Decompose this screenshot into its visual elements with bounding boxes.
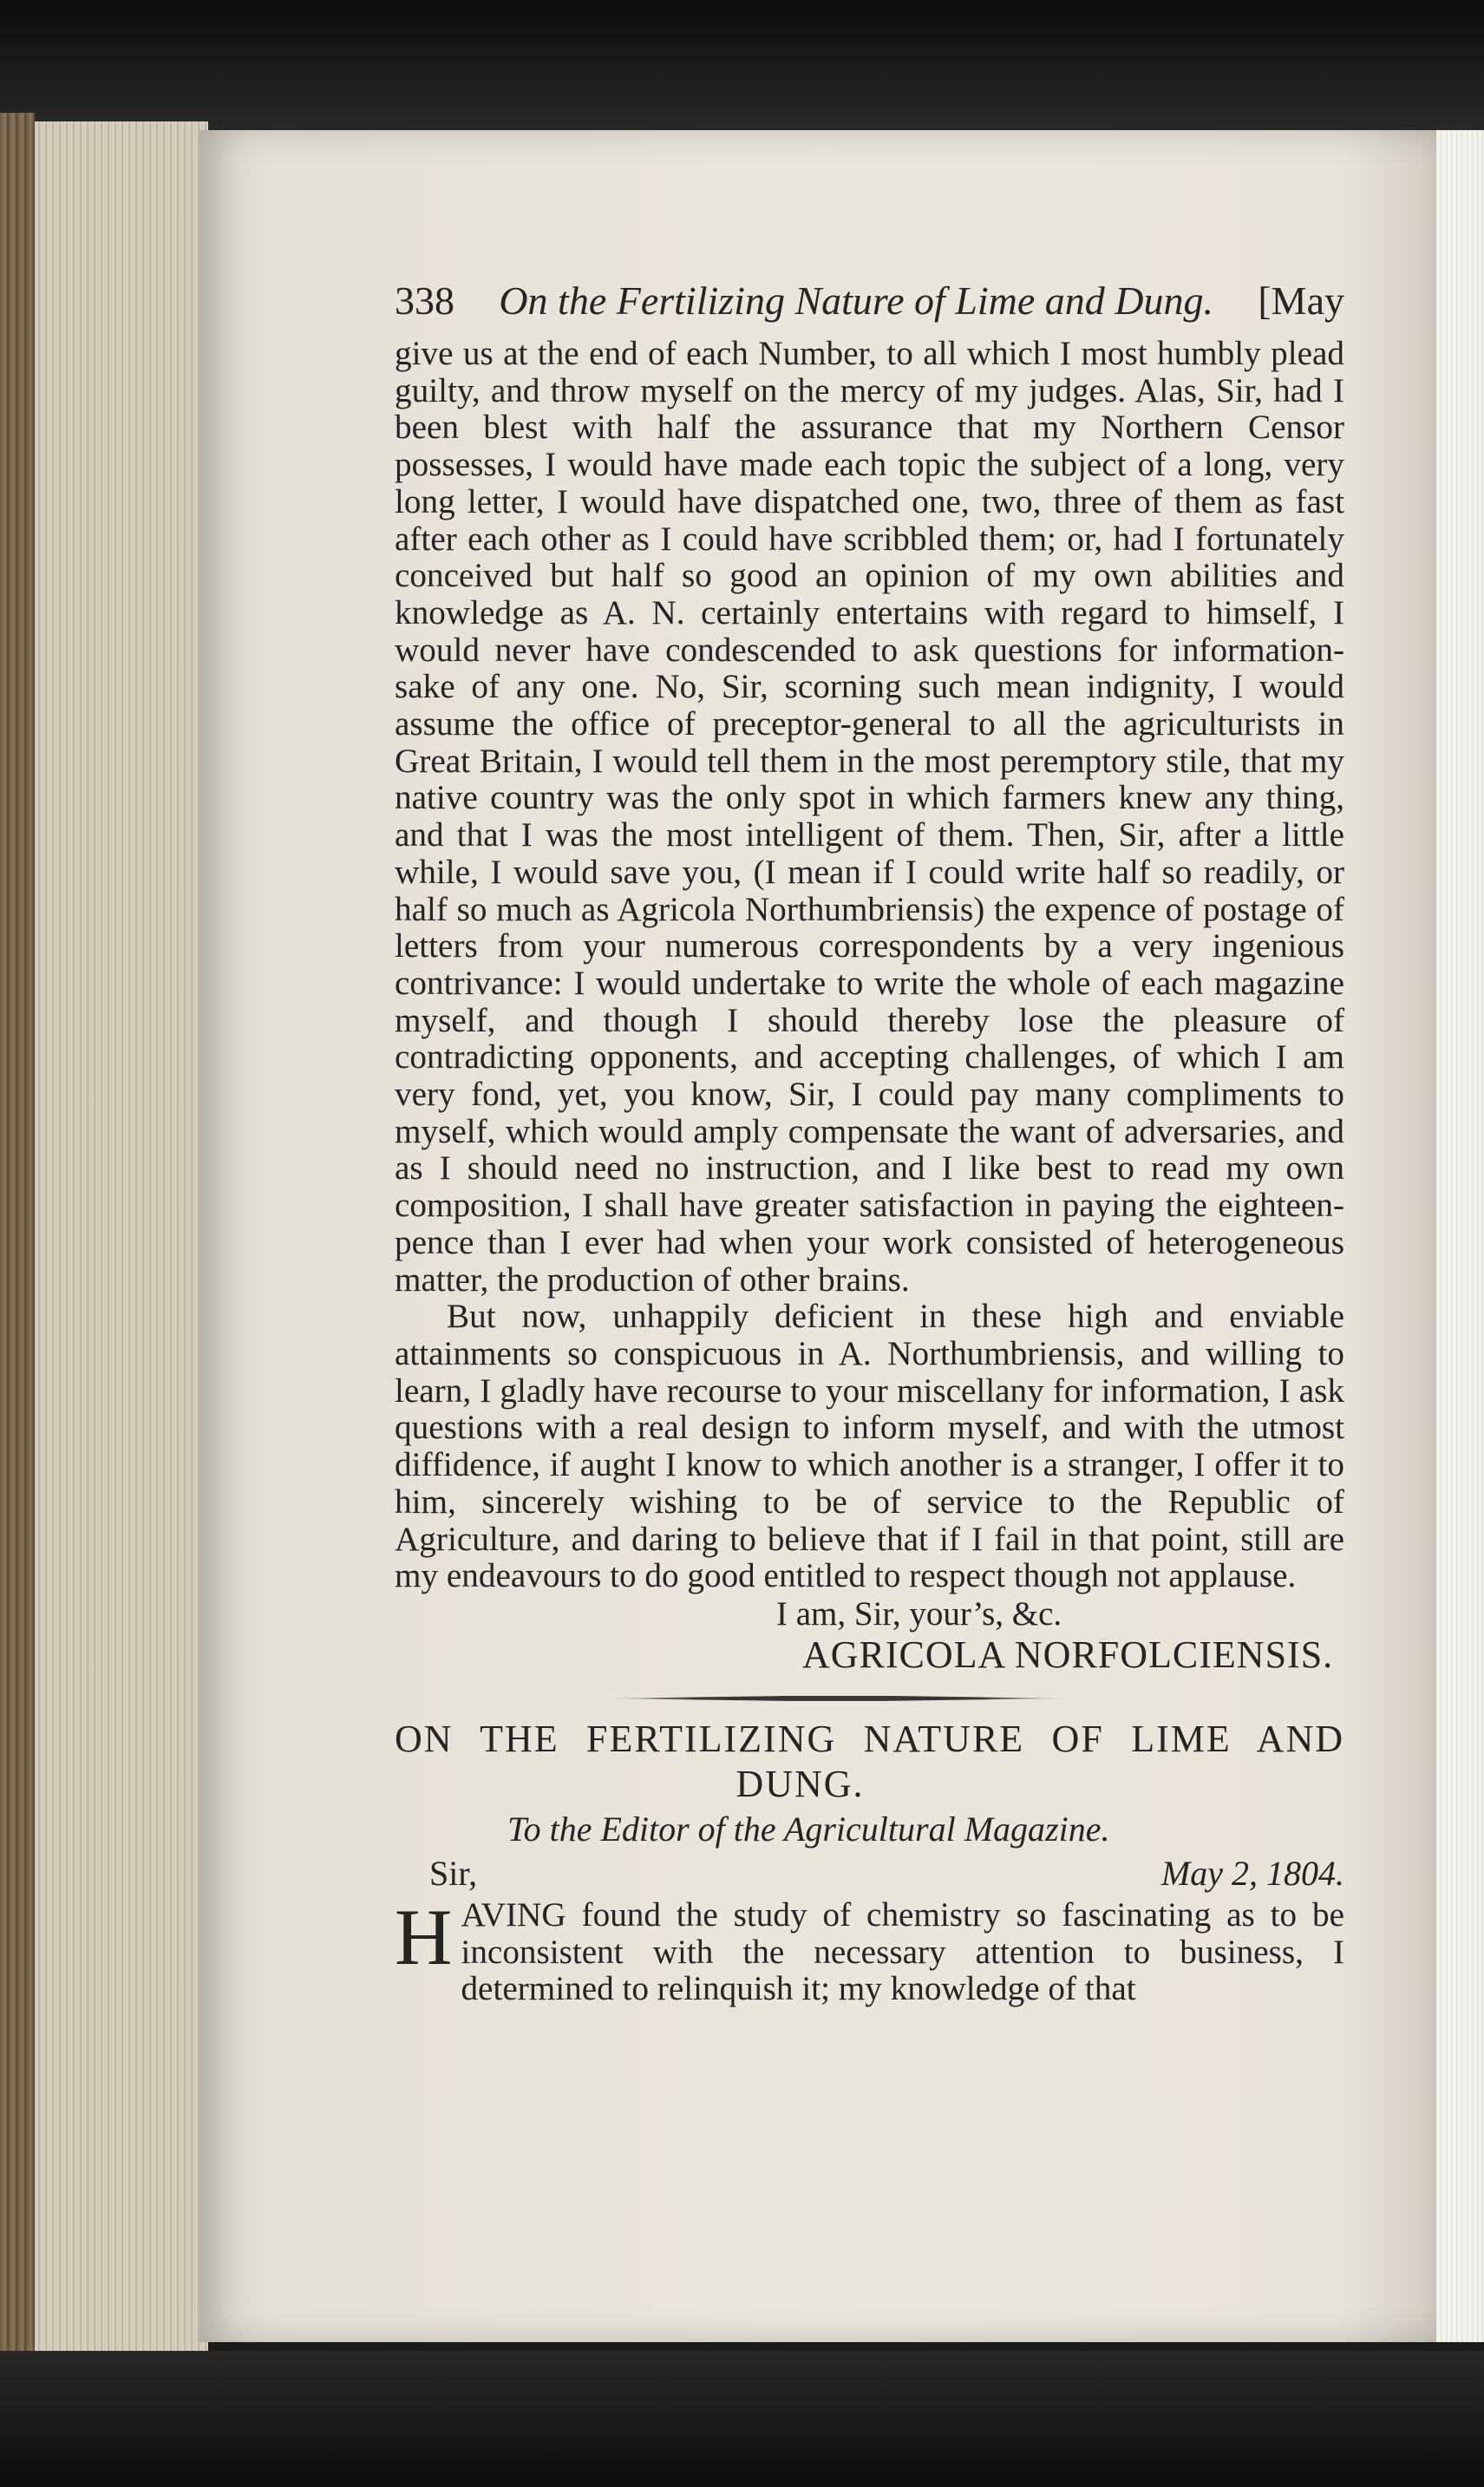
salutation: Sir,	[429, 1853, 478, 1893]
letter-date: May 2, 1804.	[1160, 1853, 1344, 1893]
letter-signature: AGRICOLA NORFOLCIENSIS.	[802, 1633, 1334, 1676]
article-heading-line1: ON THE FERTILIZING NATURE OF LIME AND	[395, 1717, 1344, 1760]
page-content	[395, 278, 1344, 2008]
book-spine	[0, 113, 35, 2368]
drop-cap: H	[395, 1892, 453, 1981]
paragraph-2: But now, unhappily deficient in these high and enviable attainments so conspicuous in A. Northumbriensis, and willing to learn, I gladly have recourse to your miscellany for information, I ask questions with a real design to inform myself, and with the utmost diffidence, if aught I know to which another is a stranger, I offer it to him, sincerely wishing to be of service to the Republic of Agriculture, and daring to believe that if I fail in that point, still are my endeavours to do good entitled to respect though not applause.	[395, 1298, 1344, 1595]
letter-continuation	[395, 336, 1344, 1595]
section-divider	[603, 1696, 1071, 1701]
to-editor-line: To the Editor of the Agricultural Magazine.	[507, 1809, 1110, 1849]
running-month: [May	[1258, 278, 1344, 323]
right-page-edge	[1436, 130, 1484, 2342]
new-letter-body	[395, 1892, 1344, 2008]
opening-paragraph: AVING found the study of chemistry so fascinating as to be inconsistent with the necessary attention to business, I determined to relinquish it; my knowledge of that	[461, 1895, 1344, 2008]
salutation-row	[395, 1852, 1344, 1895]
article-heading-line2: DUNG.	[735, 1762, 865, 1805]
photo-top-background	[0, 0, 1484, 130]
letter-signoff: I am, Sir, your’s, &c.	[776, 1594, 1062, 1633]
stacked-page-edges	[35, 121, 208, 2351]
running-head	[395, 278, 1344, 324]
photo-bottom-background	[0, 2351, 1484, 2487]
paragraph-1: give us at the end of each Number, to all which I most humbly plead guilty, and throw myself on the mercy of my judges. Alas, Sir, had I been blest with half the assurance that my Northern Censor possesses, I would have made each topic the subject of a long, very long letter, I would have dispatched one, two, three of them as fast after each other as I could have scribbled them; or, had I fortunately conceived but half so good an opinion of my own abilities and knowledge as A. N. certainly entertains with regard to himself, I would never have condescended to ask questions for information-sake of any one. No, Sir, scorning such mean indignity, I would assume the office of preceptor-general to all the agriculturists in Great Britain, I would tell them in the most peremptory stile, that my native country was the only spot in which farmers knew any thing, and that I was the most intelligent of them. Then, Sir, after a little while, I would save you, (I mean if I could write half so readily, or half so much as Agricola Northumbriensis) the expence of postage of letters from your numerous correspondents by a very ingenious contrivance: I would undertake to write the whole of each magazine myself, and though I should thereby lose the pleasure of contradicting opponents, and accepting challenges, of which I am very fond, yet, you know, Sir, I could pay many compliments to myself, which would amply compensate the want of adversaries, and as I should need no instruction, and I like best to read my own composition, I shall have greater satisfaction in paying the eighteen-pence than I ever had when your work consisted of heterogeneous matter, the production of other brains.	[395, 335, 1344, 1299]
running-title: On the Fertilizing Nature of Lime and Dung.	[499, 278, 1214, 323]
page-number: 338	[395, 278, 454, 323]
